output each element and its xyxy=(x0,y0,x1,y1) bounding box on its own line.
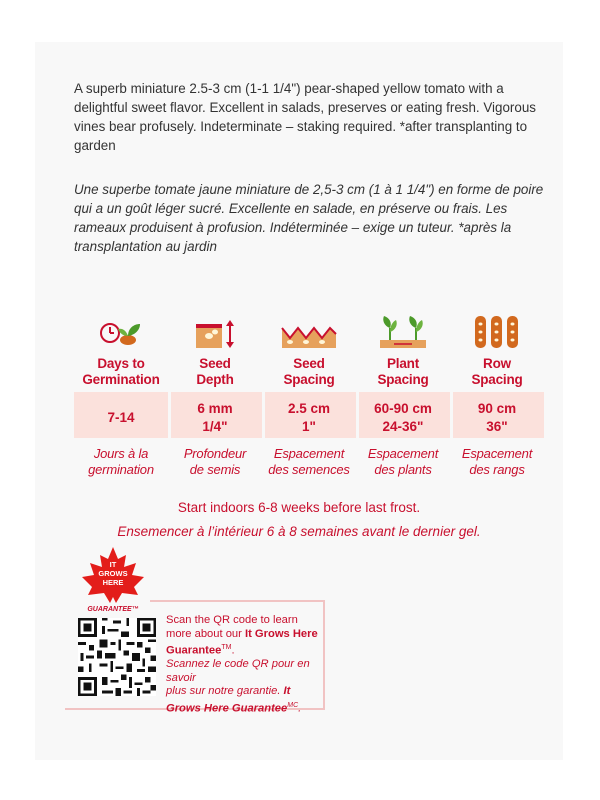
maple-leaf-badge xyxy=(78,545,148,615)
badge-text-1: IT xyxy=(109,560,117,569)
clock-sprout-icon xyxy=(98,316,144,350)
guarantee-text: Scan the QR code to learn more about our It Grows Here Guarantee™. Scannez le code QR pour en savoir plus sur notre garantie. It Grows Here Guarantee$^{MC}$. xyxy=(166,614,326,716)
guarantee-fr-line1: Scannez le code QR pour en savoir xyxy=(166,658,310,684)
badge-text-3: HERE xyxy=(102,578,124,587)
label-en-line1: Row xyxy=(483,356,511,371)
badge-text-4: GUARANTEE™ xyxy=(87,606,139,613)
value-line2: 1" xyxy=(302,419,316,434)
label-fr-line1: Espacement xyxy=(273,446,345,461)
label-en-line1: Seed xyxy=(293,356,325,371)
seed-depth-icon xyxy=(192,316,238,350)
guarantee-en-line2: more about our xyxy=(166,627,245,640)
start-indoors-en: Start indoors 6-8 weeks before last frost. xyxy=(177,500,421,515)
value-line1: 2.5 cm xyxy=(287,401,331,416)
label-fr-line1: Profondeur xyxy=(183,446,247,461)
plant-spacing-icon xyxy=(378,314,428,350)
label-fr-line2: des semences xyxy=(268,462,350,477)
info-column-seed-spacing xyxy=(264,310,354,477)
label-en-line1: Days to xyxy=(97,356,145,371)
info-column-seed-depth xyxy=(170,310,260,477)
guarantee-fr-line2: plus sur notre garantie. xyxy=(166,685,284,698)
label-fr-line1: Espacement xyxy=(461,446,533,461)
value-line1: 90 cm xyxy=(477,401,517,416)
description-en: A superb miniature 2.5-3 cm (1-1 1/4") pear-shaped yellow tomato with a delightful sweet flavor. Excellent in salads, preserves or eating fresh. Vigorous vines bear profusely. Indeterminate – staking required. *after transplanting to garden xyxy=(74,81,536,153)
label-en-line2: Spacing xyxy=(283,372,335,387)
label-fr-line2: des rangs xyxy=(469,462,525,477)
description-fr: Une superbe tomate jaune miniature de 2,5-3 cm (1 à 1 1/4") en forme de poire qui a un goût léger sucré. Excellente en salade, en préserve ou frais. Les rameaux produisent à profusion. Indéterminée – exige un tuteur. *après la transplantation au jardin xyxy=(74,182,544,254)
info-column-row-spacing xyxy=(452,310,542,477)
guarantee-en-bold: It Grows Here Guarantee xyxy=(166,627,318,657)
label-en-line1: Plant xyxy=(386,356,419,371)
info-column-plant-spacing xyxy=(358,310,448,477)
label-fr-line2: des plants xyxy=(374,462,432,477)
seed-spacing-icon xyxy=(280,320,338,350)
value-line1: 6 mm xyxy=(197,401,233,416)
value-line1: 60-90 cm xyxy=(374,401,432,416)
guarantee-en-line1: Scan the QR code to learn xyxy=(166,614,298,626)
value-line2: 36" xyxy=(486,419,508,434)
label-en-line2: Depth xyxy=(196,372,234,387)
value-line1: 7-14 xyxy=(107,410,135,425)
start-indoors-fr: Ensemencer à l’intérieur 6 à 8 semaines avant le dernier gel. xyxy=(117,524,481,539)
label-fr-line2: de semis xyxy=(189,462,241,477)
label-fr-line1: Jours à la xyxy=(93,446,149,461)
label-fr-line2: germination xyxy=(88,462,154,477)
label-en-line2: Germination xyxy=(82,372,160,387)
label-fr-line1: Espacement xyxy=(367,446,439,461)
label-en-line2: Spacing xyxy=(377,372,429,387)
badge-text-2: GROWS xyxy=(98,569,128,578)
row-spacing-icon xyxy=(472,314,522,350)
qr-code-icon[interactable] xyxy=(78,618,156,696)
guarantee-fr-mc: MC xyxy=(287,701,299,709)
label-en-line1: Seed xyxy=(199,356,231,371)
guarantee-fr-bold: It Grows Here Guarantee xyxy=(166,685,291,715)
value-line2: 1/4" xyxy=(202,419,228,434)
guarantee-en-tm: TM xyxy=(221,644,232,651)
info-column-germination xyxy=(76,310,166,477)
value-line2: 24-36" xyxy=(382,419,424,434)
label-en-line2: Spacing xyxy=(471,372,523,387)
